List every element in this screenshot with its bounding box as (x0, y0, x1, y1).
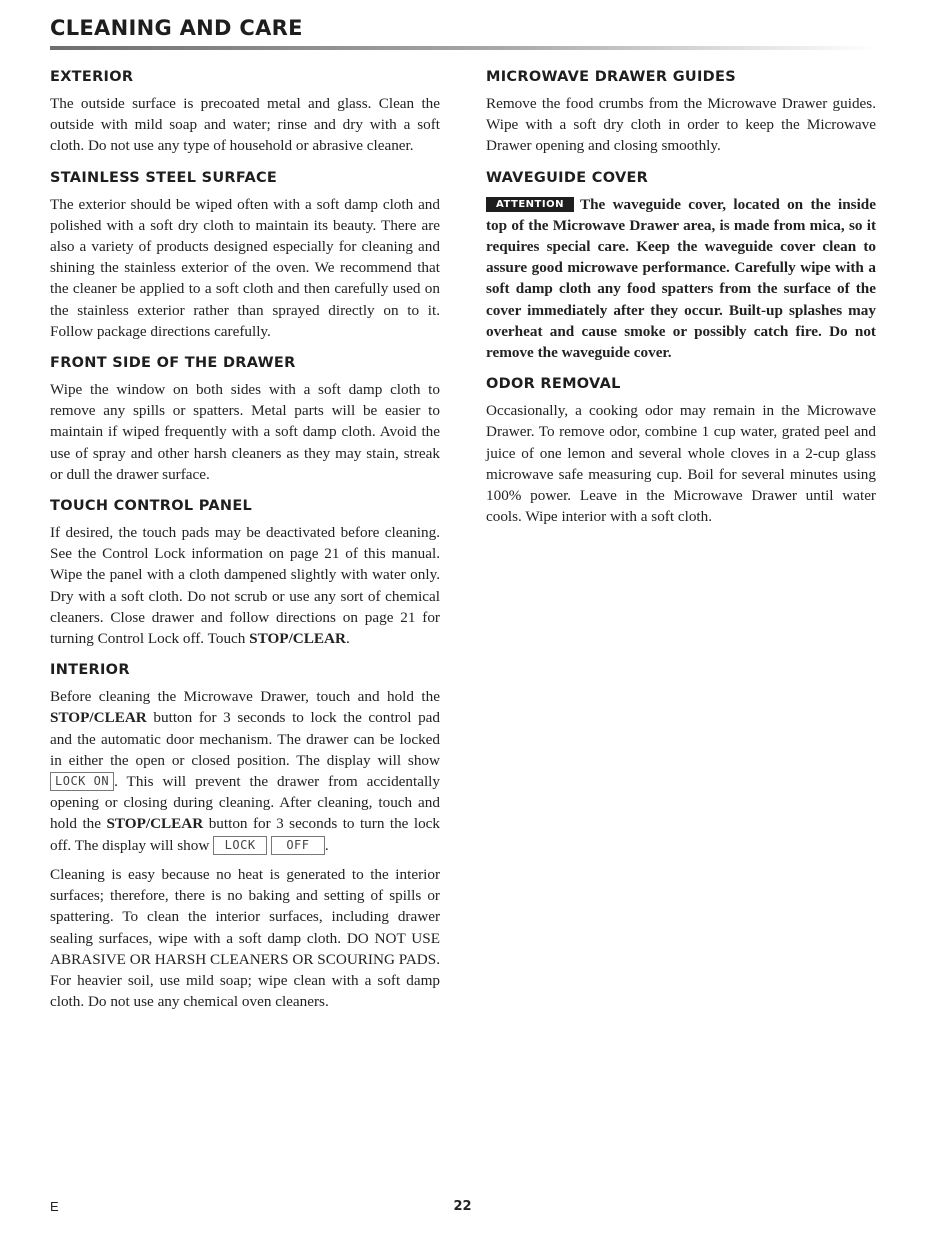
lcd-display-off: OFF (271, 836, 325, 855)
section-exterior (50, 68, 440, 157)
section-text (50, 522, 440, 649)
text-run: . This will prevent the drawer from accidentally opening or closing during cleaning. After cleaning, touch and hold the (50, 773, 440, 833)
stop-clear-label: STOP/CLEAR (50, 709, 147, 727)
section-waveguide-cover (486, 169, 876, 364)
section-heading: MICROWAVE DRAWER GUIDES (486, 69, 736, 85)
section-front-side (50, 354, 440, 485)
left-column (50, 68, 440, 1024)
section-text: The outside surface is precoated metal and glass. Clean the outside with mild soap and water; rinse and dry with a soft cloth. Do not use any type of household or abrasive cleaner. (50, 95, 440, 155)
section-touch-control-panel (50, 497, 440, 649)
section-odor-removal (486, 375, 876, 527)
right-column (486, 68, 876, 539)
page-title: CLEANING AND CARE (50, 16, 303, 40)
section-drawer-guides (486, 68, 876, 157)
section-heading: ODOR REMOVAL (486, 376, 621, 393)
section-text (486, 194, 876, 364)
section-text (50, 686, 440, 856)
section-heading: EXTERIOR (50, 69, 134, 85)
text-run: Before cleaning the Microwave Drawer, touch and hold the (50, 688, 440, 706)
section-heading: INTERIOR (50, 662, 130, 679)
section-text: Occasionally, a cooking odor may remain in the Microwave Drawer. To remove odor, combine 1 cup water, grated peel and juice of one lemon and several whole cloves in a 2-cup glass microwave safe measuring cup. Boil for several minutes using 100% power. Leave in the Microwave Drawer until water cools. Wipe interior with a soft cloth. (486, 402, 876, 526)
text-run: button for 3 seconds to lock the control pad and the automatic door mechanism. The drawer can be locked in either the open or closed position. The display will show (50, 709, 441, 769)
section-interior (50, 661, 440, 1012)
section-heading: WAVEGUIDE COVER (486, 169, 649, 186)
text-run: button for 3 seconds to turn the lock off. The display will show (50, 815, 441, 854)
text-run: . (324, 836, 329, 854)
lcd-display-lock: LOCK (213, 836, 267, 855)
section-heading: FRONT SIDE OF THE DRAWER (50, 355, 296, 372)
stop-clear-label: STOP/CLEAR (106, 815, 204, 833)
section-stainless-steel (50, 169, 440, 342)
text-run: . (345, 630, 350, 648)
section-text: The exterior should be wiped often with a soft damp cloth and polished with a soft dry cloth to maintain its beauty. There are also a variety of products designed especially for cleaning and shining the stainless exterior of the oven. We recommend that the cleaner be applied to a soft cloth and then carefully used on the stainless exterior rather than sprayed directly on to it. Follow package directions carefully. (50, 195, 440, 340)
text-run: The waveguide cover, located on the inside top of the Microwave Drawer area, is made from mica, so it requires special care. Keep the waveguide cover clean to assure good microwave performance. Carefully wipe with a soft damp cloth any food spatters from the surface of the cover immediately after they occur. Built-up splashes may overheat and cause smoke or possibly catch fire. Do not remove the waveguide cover. (486, 195, 876, 362)
footer-language-code: E (50, 1199, 59, 1214)
page-number: 22 (453, 1199, 472, 1214)
text-run: If desired, the touch pads may be deactivated before cleaning. See the Control Lock information on page 21 of this manual. Wipe the panel with a cloth dampened slightly with water only. Dry with a soft cloth. Do not scrub or use any sort of chemical cleaners. Close drawer and follow directions on page 21 for turning Control Lock off. Touch (50, 524, 440, 648)
section-heading: STAINLESS STEEL SURFACE (50, 169, 278, 186)
stop-clear-label: STOP/CLEAR (249, 630, 346, 648)
section-text: Wipe the window on both sides with a soft damp cloth to remove any spills or spatters. Metal parts will be easier to maintain if wiped frequently with a soft damp cloth. Avoid the use of spray and other harsh cleaners as they may stain, streak or dull the drawer surface. (50, 381, 440, 483)
section-text: Cleaning is easy because no heat is generated to the interior surfaces; therefore, there is no baking and setting of spills or spattering. To clean the interior surfaces, including drawer sealing surfaces, wipe with a soft damp cloth. DO NOT USE ABRASIVE OR HARSH CLEANERS OR SCOURING PADS. For heavier soil, use mild soap; wipe clean with a soft damp cloth. Do not use any chemical oven cleaners. (50, 865, 440, 1011)
attention-badge: ATTENTION (486, 197, 574, 212)
section-text: Remove the food crumbs from the Microwave Drawer guides. Wipe with a soft dry cloth in order to keep the Microwave Drawer opening and closing smoothly. (486, 95, 876, 155)
lcd-display-lock-on: LOCK ON (50, 772, 114, 791)
title-divider (50, 46, 875, 50)
section-heading: TOUCH CONTROL PANEL (50, 498, 253, 515)
